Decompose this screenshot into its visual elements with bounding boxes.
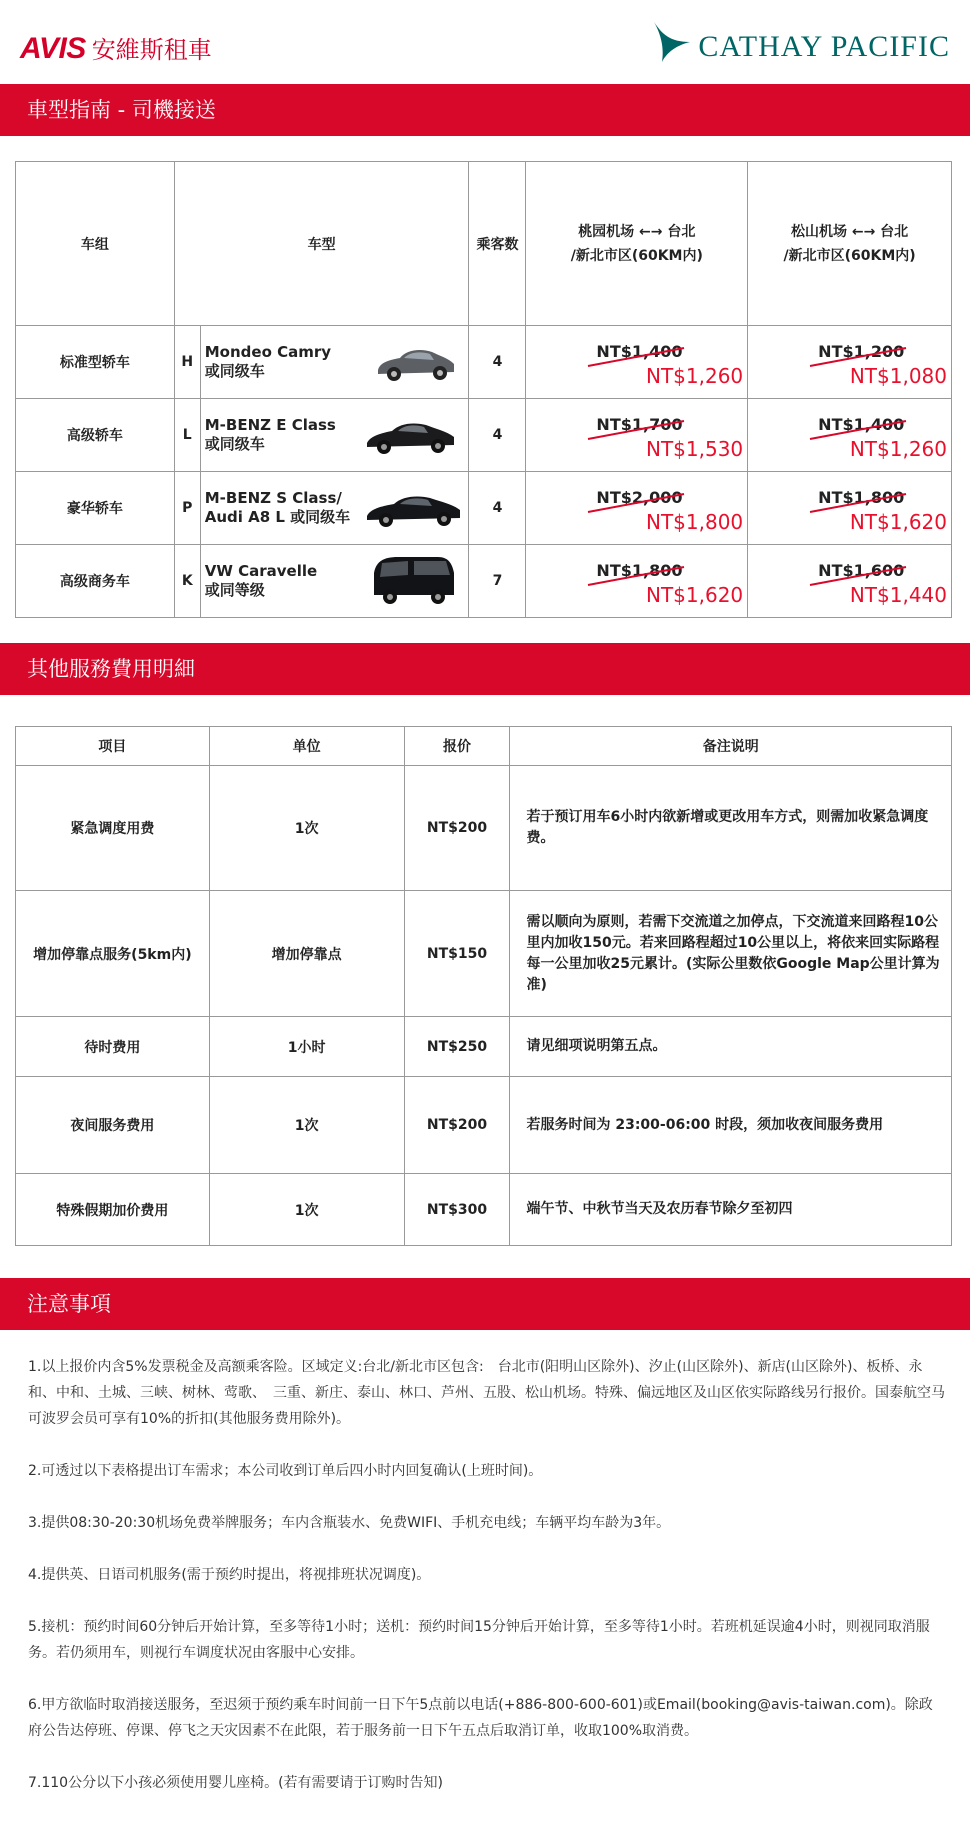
table-row [16, 1077, 952, 1174]
car-model-line2: 或同等级 [204, 581, 265, 599]
car-model-line1: Mondeo Camry [204, 343, 332, 361]
note-item: 4.提供英、日语司机服务(需于预约时提出，将视排班状况调度)。 [28, 1567, 431, 1583]
table-row [16, 1017, 952, 1077]
col-header-route-songshan [748, 162, 952, 326]
fee-unit: 1小时 [209, 1017, 404, 1077]
price-taoyuan [526, 545, 748, 618]
original-price: NT$1,800 [818, 488, 905, 507]
car-group: 高级商务车 [16, 545, 175, 618]
fee-unit: 1次 [209, 766, 404, 891]
section-title-car-guide: 車型指南 - 司機接送 [0, 84, 970, 136]
fee-item: 待时费用 [16, 1017, 210, 1077]
cathay-name: CATHAY PACIFIC [698, 30, 950, 63]
car-group: 标准型轿车 [16, 326, 175, 399]
route-songshan-line1: 松山机场 ←→ 台北 [790, 223, 909, 240]
car-model-line2: Audi A8 L 或同级车 [204, 508, 351, 526]
fee-note: 若于预订用车6小时内欲新增或更改用车方式，则需加收紧急调度费。 [510, 766, 952, 891]
note-item: 5.接机：预约时间60分钟后开始计算，至多等待1小时；送机：预约时间15分钟后开始计算，至多等待1小时。若班机延误逾4小时，则视同取消服务。若仍须用车，则视行车调度状况由客服中心安排。 [28, 1619, 930, 1661]
col-header-note: 备注说明 [510, 727, 952, 766]
fee-note: 请见细项说明第五点。 [510, 1017, 952, 1077]
col-header-passengers: 乘客数 [469, 162, 526, 326]
car-model-line1: M-BENZ S Class/ [204, 489, 342, 507]
route-taoyuan-line2: /新北市区(60KM内) [570, 247, 703, 264]
discount-price: NT$1,800 [646, 510, 744, 534]
page-header [0, 0, 970, 82]
fee-item: 特殊假期加价费用 [16, 1174, 210, 1246]
fee-unit: 增加停靠点 [209, 891, 404, 1017]
fee-unit: 1次 [209, 1077, 404, 1174]
original-price: NT$1,200 [818, 342, 905, 361]
table-row [16, 472, 952, 545]
car-passengers: 4 [469, 472, 526, 545]
car-model-line1: M-BENZ E Class [204, 416, 336, 434]
table-row [16, 545, 952, 618]
car-model [200, 399, 469, 472]
fee-note: 若服务时间为 23:00-06:00 时段，须加收夜间服务费用 [510, 1077, 952, 1174]
car-code: P [174, 472, 200, 545]
col-header-model: 车型 [174, 162, 469, 326]
section-title-fees: 其他服務費用明細 [0, 643, 970, 695]
sedan-car-image [374, 338, 458, 386]
route-taoyuan-line1: 桃园机场 ←→ 台北 [578, 223, 696, 240]
cathay-pacific-logo [652, 20, 950, 64]
table-row [16, 326, 952, 399]
discount-price: NT$1,260 [849, 437, 947, 461]
car-passengers: 4 [469, 399, 526, 472]
col-header-unit: 单位 [209, 727, 404, 766]
fee-price: NT$200 [404, 1077, 510, 1174]
car-model [200, 472, 469, 545]
section-title-notes: 注意事項 [0, 1278, 970, 1330]
car-table-header [16, 162, 952, 326]
price-songshan [748, 399, 952, 472]
car-code: L [174, 399, 200, 472]
col-header-item: 项目 [16, 727, 210, 766]
note-item: 6.甲方欲临时取消接送服务，至迟须于预约乘车时间前一日下午5点前以电话(+886-800-600-601)或Email(booking@avis-taiwan.com)。除政府公告达停班、停课、停飞之天灾因素不在此限，若于服务前一日下午五点后取消订单，收取100%取消费。 [28, 1697, 933, 1739]
fee-price: NT$200 [404, 766, 510, 891]
sedan-car-image [364, 411, 458, 459]
price-taoyuan [526, 472, 748, 545]
car-model-line1: VW Caravelle [204, 562, 318, 580]
col-header-group: 车组 [16, 162, 175, 326]
table-row [16, 766, 952, 891]
price-taoyuan [526, 399, 748, 472]
table-row [16, 891, 952, 1017]
discount-price: NT$1,620 [646, 583, 744, 607]
note-item: 1.以上报价内含5%发票税金及高额乘客险。区域定义:台北/新北市区包含: 台北市(阳明山区除外)、汐止(山区除外)、新店(山区除外)、板桥、永和、中和、土城、三峡、树林、莺歌、 三重、新庄、泰山、林口、芦州、五股、松山机场。特殊、偏远地区及山区依实际路线另行报价。国泰航空马可波罗会员可享有10%的折扣(其他服务费用除外)。 [28, 1359, 945, 1427]
col-header-price: 报价 [404, 727, 510, 766]
fee-price: NT$300 [404, 1174, 510, 1246]
car-model [200, 326, 469, 399]
route-songshan-line2: /新北市区(60KM内) [783, 247, 916, 264]
car-model [200, 545, 469, 618]
col-header-route-taoyuan [526, 162, 748, 326]
car-model-line2: 或同级车 [204, 362, 265, 380]
car-group: 高级轿车 [16, 399, 175, 472]
discount-price: NT$1,530 [646, 437, 744, 461]
original-price: NT$1,700 [596, 415, 683, 434]
cathay-brushwing-icon [652, 20, 692, 64]
car-passengers: 4 [469, 326, 526, 399]
table-row [16, 399, 952, 472]
price-songshan [748, 545, 952, 618]
original-price: NT$1,400 [818, 415, 905, 434]
fee-note: 需以顺向为原则，若需下交流道之加停点，下交流道来回路程10公里内加收150元。若来回路程超过10公里以上，将依来回实际路程每一公里加收25元累计。(实际公里数依Google Map公里计算为准) [510, 891, 952, 1017]
van-car-image [368, 551, 458, 609]
note-item: 3.提供08:30-20:30机场免费举牌服务；车内含瓶装水、免费WIFI、手机充电线；车辆平均车龄为3年。 [28, 1515, 671, 1531]
price-taoyuan [526, 326, 748, 399]
fee-item: 紧急调度用费 [16, 766, 210, 891]
avis-brand-cn: 安維斯租車 [91, 36, 212, 64]
limousine-car-image [364, 484, 464, 532]
note-item: 7.110公分以下小孩必须使用婴儿座椅。(若有需要请于订购时告知) [28, 1775, 444, 1791]
fee-item: 夜间服务费用 [16, 1077, 210, 1174]
car-type-table [15, 161, 952, 618]
car-group: 豪华轿车 [16, 472, 175, 545]
original-price: NT$1,400 [596, 342, 683, 361]
fee-price: NT$150 [404, 891, 510, 1017]
original-price: NT$2,000 [596, 488, 683, 507]
price-songshan [748, 472, 952, 545]
table-row [16, 1174, 952, 1246]
fee-unit: 1次 [209, 1174, 404, 1246]
fee-item: 增加停靠点服务(5km内) [16, 891, 210, 1017]
car-passengers: 7 [469, 545, 526, 618]
price-songshan [748, 326, 952, 399]
fee-price: NT$250 [404, 1017, 510, 1077]
discount-price: NT$1,440 [849, 583, 947, 607]
service-fee-table [15, 726, 952, 1246]
notes-list [28, 1354, 946, 1822]
note-item: 2.可透过以下表格提出订车需求；本公司收到订单后四小时内回复确认(上班时间)。 [28, 1463, 543, 1479]
fee-note: 端午节、中秋节当天及农历春节除夕至初四 [510, 1174, 952, 1246]
car-code: H [174, 326, 200, 399]
car-code: K [174, 545, 200, 618]
avis-brand: AVIS [20, 32, 86, 65]
discount-price: NT$1,620 [849, 510, 947, 534]
car-model-line2: 或同级车 [204, 435, 265, 453]
avis-logo [20, 30, 212, 66]
discount-price: NT$1,260 [646, 364, 744, 388]
original-price: NT$1,800 [596, 561, 683, 580]
fee-table-header [16, 727, 952, 766]
original-price: NT$1,600 [818, 561, 905, 580]
discount-price: NT$1,080 [849, 364, 947, 388]
